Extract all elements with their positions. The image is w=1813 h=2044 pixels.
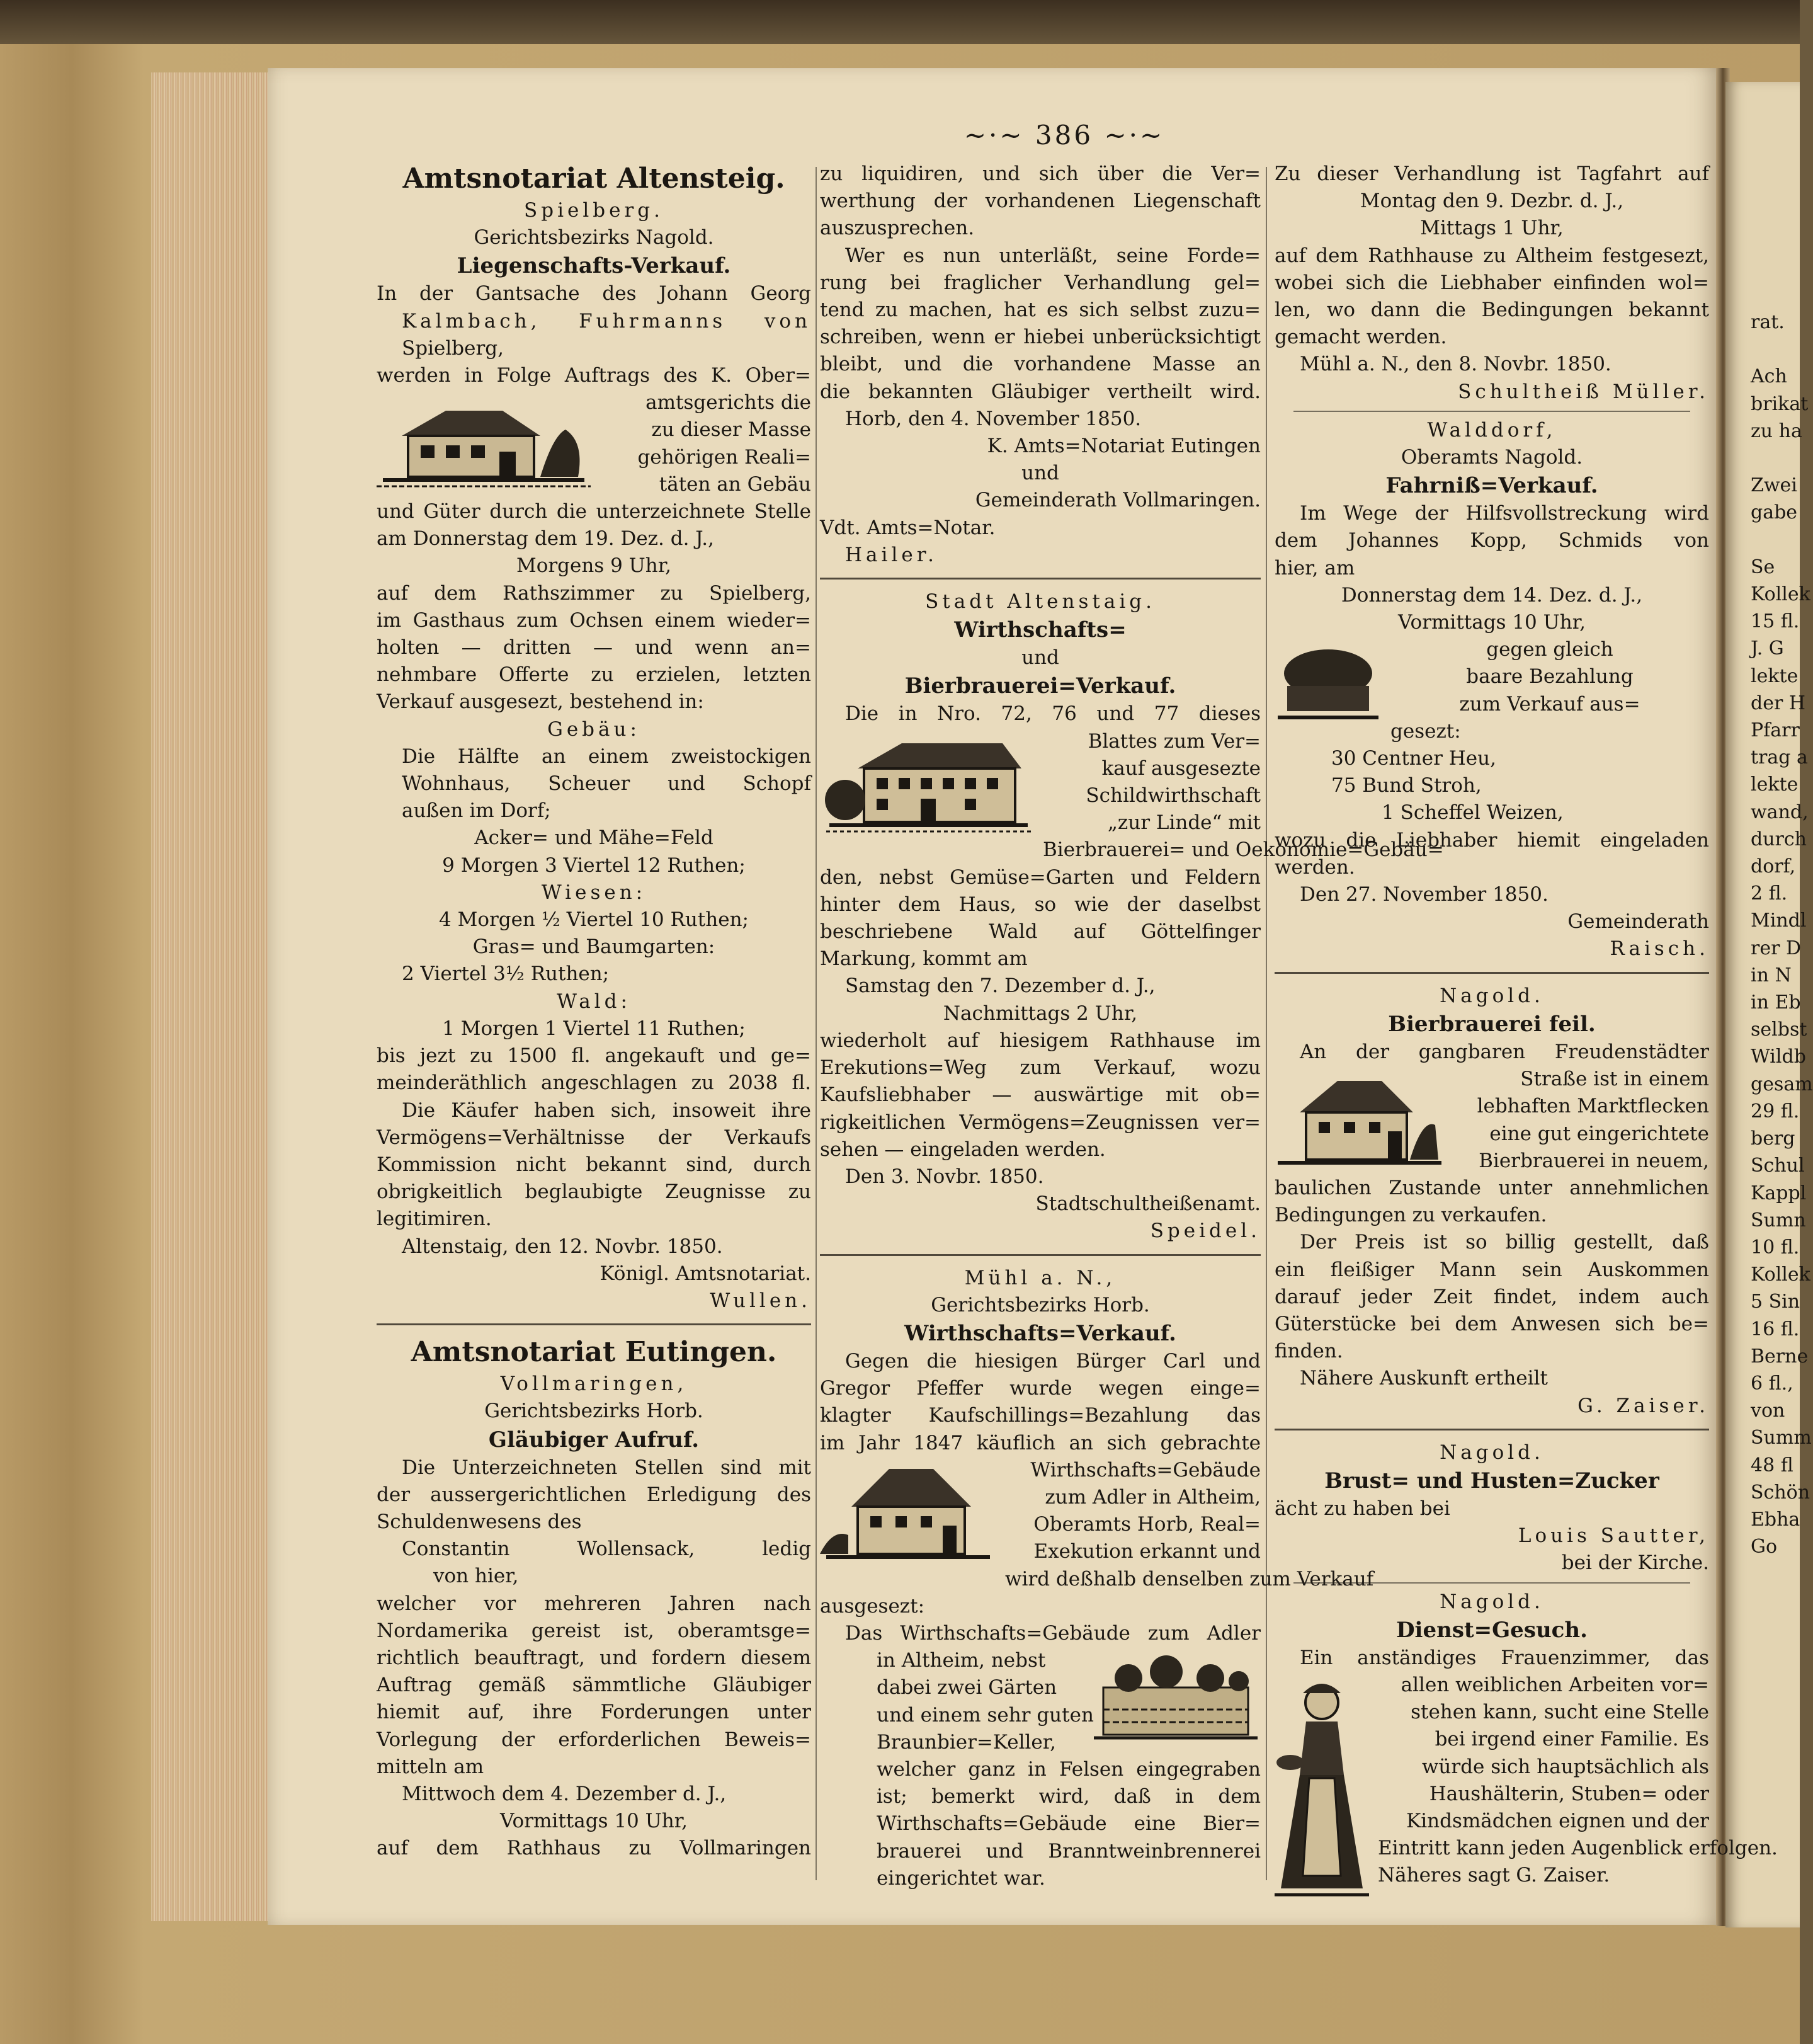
text-line: Spielberg. — [524, 199, 664, 222]
text-line: Acker= und Mähe=Feld — [474, 826, 713, 850]
page-number — [932, 120, 1196, 151]
text-line: Wohnhaus, Scheuer und Schopf — [402, 772, 811, 796]
text-line: und Güter durch die unterzeichnete Stelle — [377, 500, 811, 523]
text-line: Fahrniß=Verkauf. — [1385, 473, 1598, 499]
next-page-fragment: 2 fl. — [1751, 882, 1788, 905]
text-line: Bedingungen zu verkaufen. — [1275, 1204, 1547, 1227]
separator — [377, 1323, 811, 1325]
next-page-fragment: Kappl — [1751, 1182, 1807, 1204]
text-line: Im Wege der Hilfsvollstreckung wird — [1300, 502, 1709, 525]
next-page-fragment: zu ha — [1751, 420, 1802, 442]
text-line: wiederholt auf hiesigem Rathhause im — [820, 1029, 1261, 1052]
text-line: Morgens 9 Uhr, — [516, 554, 672, 578]
tavern-woodcut-icon — [820, 1459, 996, 1567]
text-line: welcher vor mehreren Jahren nach — [377, 1592, 811, 1615]
text-line: Zu dieser Verhandlung ist Tagfahrt auf — [1275, 163, 1709, 185]
text-line: len, wo dann die Bedingungen bekannt — [1275, 299, 1709, 322]
separator — [1293, 1582, 1690, 1584]
next-page-fragment: rer D — [1751, 937, 1802, 959]
text-line: finden. — [1275, 1340, 1343, 1363]
next-page-fragment: lekte — [1751, 774, 1799, 796]
text-line: auf dem Rathhause zu Altheim festgesezt, — [1275, 244, 1709, 267]
maid-woodcut-icon — [1275, 1674, 1369, 1901]
text-line: kauf ausgesezte — [1101, 757, 1261, 780]
text-line: Kindsmädchen eignen und der — [1406, 1809, 1709, 1832]
text-line: An der gangbaren Freudenstädter — [1300, 1040, 1709, 1063]
next-page-fragment: trag a — [1751, 746, 1808, 769]
text-line: Die Käufer haben sich, insoweit ihre — [402, 1099, 811, 1122]
text-line: 1 Scheffel Weizen, — [1382, 801, 1564, 825]
text-line: Vormittags 10 Uhr, — [500, 1810, 688, 1833]
next-page-fragment: 16 fl. — [1751, 1318, 1800, 1340]
next-page-fragment: dorf, — [1751, 855, 1796, 878]
text-line: Kalmbach, Fuhrmanns von — [402, 309, 811, 333]
notice-nagold-bierbrauerei — [1275, 983, 1709, 1420]
brewery-woodcut-icon — [1275, 1068, 1445, 1169]
text-line: und — [1021, 646, 1059, 670]
text-line: hier, am — [1275, 556, 1355, 580]
text-line: Straße ist in einem — [1520, 1068, 1709, 1091]
text-line: Gerichtsbezirks Nagold. — [474, 226, 714, 249]
text-line: meinderäthlich angeschlagen zu 2038 fl. — [377, 1071, 811, 1095]
text-line: Bierbrauerei feil. — [1388, 1011, 1596, 1037]
text-line: Samstag den 7. Dezember d. J., — [845, 974, 1156, 998]
text-line: Wald: — [557, 990, 631, 1013]
text-line: zum Verkauf aus= — [1459, 692, 1640, 716]
text-line: 9 Morgen 3 Viertel 12 Ruthen; — [442, 854, 746, 877]
text-line: Die in Nro. 72, 76 und 77 dieses — [845, 702, 1261, 726]
text-line: von hier, — [433, 1565, 519, 1588]
notice-muehl-continued — [1275, 161, 1709, 406]
text-line: darauf jeder Zeit findet, indem auch — [1275, 1285, 1709, 1308]
next-page-fragment: Ebha — [1751, 1508, 1800, 1531]
page-number-value: 386 — [1035, 120, 1094, 151]
next-page-fragment: J. G — [1751, 637, 1784, 660]
text-line: eine gut eingerichtete — [1489, 1122, 1709, 1145]
text-line: Vormittags 10 Uhr, — [1398, 611, 1586, 634]
text-line: Die Unterzeichneten Stellen sind mit — [402, 1456, 811, 1479]
next-page-fragment: 5 Sin — [1751, 1291, 1800, 1313]
text-line: Altenstaig, den 12. Novbr. 1850. — [402, 1235, 723, 1258]
text-line: Nagold. — [1440, 1441, 1544, 1464]
text-line: „zur Linde“ mit — [1107, 811, 1261, 835]
next-page-fragment: der H — [1751, 692, 1805, 714]
text-line: Gebäu: — [547, 717, 640, 741]
next-page-fragment: Zwei — [1751, 474, 1797, 497]
text-line: rung bei fraglicher Verhandlung gel= — [820, 271, 1261, 294]
next-page-fragment: Ach — [1751, 365, 1787, 388]
text-line: Oberamts Nagold. — [1401, 446, 1583, 469]
column-rule-1 — [816, 167, 817, 1880]
haystack-woodcut-icon — [1275, 639, 1382, 727]
text-line: und einem sehr guten — [877, 1703, 1094, 1727]
text-line: Nähere Auskunft ertheilt — [1300, 1367, 1548, 1390]
next-page-fragment: Se — [1751, 556, 1775, 578]
text-line: Wirthschafts=Gebäude eine Bier= — [877, 1812, 1261, 1836]
next-page-fragment: rat. — [1751, 311, 1785, 333]
text-line: Bierbrauerei= und Oekonomie=Gebäu= — [1043, 838, 1444, 862]
text-line: gemacht werden. — [1275, 326, 1447, 349]
text-line: rigkeitlichen Vermögens=Zeugnissen ver= — [820, 1110, 1261, 1134]
text-line: Verkauf ausgesezt, bestehend in: — [377, 690, 704, 714]
notice-amtsnotariat-altensteig — [377, 161, 811, 1315]
text-line: Den 27. November 1850. — [1300, 883, 1549, 906]
text-line: allen weiblichen Arbeiten vor= — [1401, 1673, 1709, 1696]
next-page-fragment: in Eb — [1751, 991, 1801, 1014]
next-page-fragment: Kollek — [1751, 583, 1810, 606]
text-line: stehen kann, sucht eine Stelle — [1411, 1701, 1709, 1724]
text-line: Nordamerika gereist ist, oberamtsge= — [377, 1619, 811, 1642]
text-line: Das Wirthschafts=Gebäude zum Adler — [845, 1621, 1261, 1645]
text-line: ist; bemerkt wird, daß in dem — [877, 1785, 1261, 1808]
text-line: Wirthschafts= — [954, 617, 1127, 643]
text-line: mitteln am — [377, 1755, 484, 1778]
next-page-fragment: 10 fl. — [1751, 1236, 1800, 1259]
text-line: welcher ganz in Felsen eingegraben — [877, 1757, 1261, 1781]
separator — [820, 1254, 1261, 1256]
page-edges — [151, 72, 269, 1921]
separator — [1275, 1429, 1709, 1430]
text-line: Oberamts Horb, Real= — [1033, 1513, 1261, 1536]
text-line: Horb, den 4. November 1850. — [845, 407, 1142, 430]
column-rule-2 — [1266, 167, 1267, 1880]
text-line: gegen gleich — [1486, 638, 1613, 661]
text-line: Gerichtsbezirks Horb. — [931, 1293, 1150, 1316]
text-line: Schildwirthschaft — [1086, 784, 1261, 808]
text-line: holten — dritten — und wenn an= — [377, 636, 811, 659]
text-line: Näheres sagt G. Zaiser. — [1378, 1864, 1610, 1887]
text-line: bei der Kirche. — [1561, 1551, 1709, 1575]
text-line: Braunbier=Keller, — [877, 1730, 1057, 1754]
text-line: baulichen Zustande unter annehmlichen — [1275, 1176, 1709, 1199]
separator — [820, 578, 1261, 580]
text-line: Kaufsliebhaber — auswärtige mit ob= — [820, 1083, 1261, 1107]
text-line: richtlich beauftragt, und fordern diesem — [377, 1646, 811, 1669]
text-line: nehmbare Offerte zu erzielen, letzten — [377, 663, 811, 687]
text-line: Stadt Altenstaig. — [925, 590, 1156, 614]
text-line: zu liquidiren, und sich über die Ver= — [820, 163, 1261, 185]
text-line: zum Adler in Altheim, — [1045, 1485, 1261, 1509]
next-page-fragment: gesam — [1751, 1073, 1813, 1095]
text-line: Gras= und Baumgarten: — [472, 935, 715, 959]
text-line: Wirthschafts=Gebäude — [1030, 1458, 1261, 1482]
text-line: Mühl a. N., — [964, 1266, 1117, 1289]
text-line: Gerichtsbezirks Horb. — [484, 1400, 703, 1423]
text-line: Brust= und Husten=Zucker — [1324, 1468, 1659, 1493]
text-line: Mittwoch dem 4. Dezember d. J., — [402, 1782, 727, 1805]
next-page-fragment: berg — [1751, 1128, 1795, 1150]
text-line: außen im Dorf; — [402, 799, 551, 823]
text-line: Bierbrauerei in neuem, — [1479, 1149, 1709, 1172]
next-page-fragment: Kollek — [1751, 1264, 1810, 1286]
text-line: im Gasthaus zum Ochsen einem wieder= — [377, 608, 811, 632]
text-line: Donnerstag dem 14. Dez. d. J., — [1341, 583, 1643, 607]
text-line: ein fleißiger Mann sein Auskommen — [1275, 1258, 1709, 1281]
text-line: Gregor Pfeffer wurde wegen einge= — [820, 1377, 1261, 1400]
text-line: Ein anständiges Frauenzimmer, das — [1300, 1646, 1709, 1669]
ornament-left: ~·~ — [963, 120, 1025, 151]
notice-nagold-dienst — [1275, 1589, 1778, 1902]
next-page-fragment — [1751, 336, 1800, 363]
text-line: Constantin Wollensack, ledig — [402, 1538, 811, 1561]
text-line: bis jezt zu 1500 fl. angekauft und ge= — [377, 1044, 811, 1068]
text-line: wird deßhalb denselben zum Verkauf — [1005, 1567, 1374, 1590]
text-line: Blattes zum Ver= — [1088, 729, 1261, 753]
notice-walddorf — [1275, 417, 1709, 963]
next-page-fragment: Pfarr — [1751, 719, 1800, 742]
next-page-fragment: 15 fl. — [1751, 610, 1800, 633]
text-line: Mühl a. N., den 8. Novbr. 1850. — [1300, 353, 1611, 376]
text-line: Wiesen: — [541, 881, 647, 904]
separator — [1275, 972, 1709, 974]
text-line: tend zu machen, hat es sich selbst zuzu= — [820, 299, 1261, 322]
text-line: Amtsnotariat Altensteig. — [402, 163, 785, 195]
notice-eutingen-continued — [820, 161, 1261, 569]
text-line: Kommission nicht bekannt sind, durch — [377, 1153, 811, 1176]
text-line: Gemeinderath — [1567, 910, 1709, 934]
text-line: werthung der vorhandenen Liegenschaft — [820, 190, 1261, 213]
text-line: Den 3. Novbr. 1850. — [845, 1165, 1044, 1188]
text-line: Markung, kommt am — [820, 947, 1028, 971]
text-line: Eintritt kann jeden Augenblick erfolgen. — [1378, 1837, 1778, 1860]
text-line: Vdt. Amts=Notar. — [820, 516, 996, 539]
text-line: Königl. Amtsnotariat. — [600, 1262, 811, 1285]
text-line: am Donnerstag dem 19. Dez. d. J., — [377, 527, 715, 551]
next-page-text — [1725, 309, 1813, 1560]
next-page-fragment: gabe — [1751, 501, 1798, 524]
next-page-fragment: Schul — [1751, 1155, 1805, 1177]
next-page-fragment: Schön — [1751, 1481, 1810, 1504]
text-line: G. Zaiser. — [1577, 1394, 1709, 1417]
text-line: werden in Folge Auftrags des K. Ober= — [377, 364, 811, 387]
next-page-fragment: Go — [1751, 1536, 1778, 1558]
next-page-fragment: 48 fl — [1751, 1454, 1793, 1476]
next-page-fragment: von — [1751, 1400, 1785, 1422]
text-line: im Jahr 1847 käuflich an sich gebrachte — [820, 1431, 1261, 1454]
next-page-fragment: wand, — [1751, 801, 1809, 823]
text-line: Wullen. — [710, 1289, 811, 1312]
text-line: auszusprechen. — [820, 217, 975, 240]
text-line: Spielberg, — [402, 336, 504, 360]
text-line: würde sich hauptsächlich als — [1421, 1755, 1709, 1778]
notice-amtsnotariat-eutingen — [377, 1334, 811, 1862]
next-page-fragment: Sumn — [1751, 1209, 1806, 1231]
text-line: Nagold. — [1440, 1590, 1544, 1613]
text-line: bei irgend einer Familie. Es — [1435, 1728, 1709, 1751]
text-line: ächt zu haben bei — [1275, 1497, 1450, 1520]
text-line: dem Johannes Kopp, Schmids von — [1275, 529, 1709, 552]
text-line: täten an Gebäu — [659, 472, 811, 496]
notice-nagold-zucker — [1275, 1439, 1709, 1577]
next-page-edge — [1725, 82, 1813, 1927]
text-line: sehen — eingeladen werden. — [820, 1138, 1106, 1161]
next-page-fragment: lekte — [1751, 665, 1799, 687]
text-line: hinter dem Haus, so wie der daselbst — [820, 893, 1261, 916]
text-line: eingerichtet war. — [877, 1866, 1045, 1890]
next-page-fragment: durch — [1751, 828, 1807, 850]
text-line: amtsgerichts die — [645, 391, 811, 414]
text-line: 2 Viertel 3½ Ruthen; — [402, 962, 610, 986]
text-line: Gegen die hiesigen Bürger Carl und — [845, 1349, 1261, 1373]
text-line: In der Gantsache des Johann Georg — [377, 282, 811, 305]
next-page-fragment: 6 fl., — [1751, 1372, 1793, 1395]
text-line: in Altheim, nebst — [877, 1649, 1046, 1672]
text-line: Mittags 1 Uhr, — [1420, 217, 1564, 240]
text-line: Montag den 9. Dezbr. d. J., — [1360, 190, 1624, 213]
text-line: Louis Sautter, — [1518, 1524, 1709, 1548]
text-line: legitimiren. — [377, 1208, 492, 1231]
text-line: Exekution erkannt und — [1033, 1540, 1261, 1563]
next-page-fragment: 29 fl. — [1751, 1100, 1800, 1122]
text-line: Schultheiß Müller. — [1458, 380, 1709, 403]
text-line: 4 Morgen ½ Viertel 10 Ruthen; — [439, 908, 749, 932]
text-line: Der Preis ist so billig gestellt, daß — [1300, 1231, 1709, 1254]
text-line: obrigkeitlich beglaubigte Zeugnisse zu — [377, 1180, 811, 1204]
next-page-fragment: Wildb — [1751, 1046, 1806, 1068]
text-line: Nagold. — [1440, 984, 1544, 1007]
next-page-fragment: in N — [1751, 964, 1792, 986]
text-line: dabei zwei Gärten — [877, 1676, 1057, 1699]
text-line: gehörigen Reali= — [637, 445, 811, 469]
text-line: zu dieser Masse — [651, 418, 811, 442]
text-line: Bierbrauerei=Verkauf. — [904, 673, 1176, 699]
text-line: 75 Bund Stroh, — [1331, 774, 1482, 797]
text-line: Hailer. — [845, 543, 938, 566]
text-line: Amtsnotariat Eutingen. — [411, 1336, 777, 1369]
text-line: Erekutions=Weg zum Verkauf, wozu — [820, 1056, 1261, 1080]
inn-woodcut-icon — [820, 731, 1034, 838]
column-1 — [377, 161, 811, 1863]
text-line: Vorlegung der erforderlichen Beweis= — [377, 1728, 811, 1751]
next-page-fragment: Berne — [1751, 1345, 1809, 1367]
text-line: 30 Centner Heu, — [1331, 747, 1496, 770]
text-line: auf dem Rathszimmer zu Spielberg, — [377, 581, 811, 605]
text-line: werden. — [1275, 855, 1355, 879]
text-line: Walddorf, — [1427, 418, 1557, 442]
text-line: gesezt: — [1390, 719, 1461, 743]
text-line: brauerei und Branntweinbrennerei — [877, 1839, 1261, 1863]
text-line: K. Amts=Notariat Eutingen — [987, 435, 1261, 458]
text-line: die bekannten Gläubiger vertheilt wird. — [820, 380, 1261, 403]
text-line: Gemeinderath Vollmaringen. — [975, 489, 1261, 512]
text-line: auf dem Rathhaus zu Vollmaringen — [377, 1837, 811, 1860]
text-line: Schuldenwesens des — [377, 1510, 582, 1533]
text-line: ausgesezt: — [820, 1594, 925, 1618]
text-line: Die Hälfte an einem zweistockigen — [402, 745, 811, 768]
text-line: wobei sich die Liebhaber einfinden wol= — [1275, 271, 1709, 294]
text-line: lebhaften Marktflecken — [1477, 1095, 1709, 1118]
text-line: klagter Kaufschillings=Bezahlung das — [820, 1404, 1261, 1427]
text-line: hiemit auf, ihre Forderungen unter — [377, 1701, 811, 1724]
text-line: und — [1021, 462, 1059, 485]
text-line: Güterstücke bei dem Anwesen sich be= — [1275, 1312, 1709, 1335]
text-line: Auftrag gemäß sämmtliche Gläubiger — [377, 1674, 811, 1697]
text-line: Vollmaringen, — [500, 1373, 688, 1396]
text-line: 1 Morgen 1 Viertel 11 Ruthen; — [442, 1017, 746, 1040]
text-line: beschriebene Wald auf Göttelfinger — [820, 920, 1261, 944]
next-page-fragment — [1751, 527, 1800, 554]
text-line: Dienst=Gesuch. — [1396, 1617, 1588, 1643]
text-line: Wer es nun unterläßt, seine Forde= — [845, 244, 1261, 267]
text-line: schreiben, wenn er hiebei unberücksichtigt — [820, 326, 1261, 349]
text-line: Stadtschultheißenamt. — [1035, 1192, 1261, 1216]
ornament-right: ~·~ — [1104, 120, 1165, 151]
text-line: Liegenschafts-Verkauf. — [457, 253, 731, 279]
next-page-fragment — [1751, 445, 1800, 472]
text-line: wozu die Liebhaber hiemit eingeladen — [1275, 828, 1709, 852]
next-page-fragment: brikat — [1751, 392, 1809, 415]
garden-woodcut-icon — [1091, 1650, 1261, 1744]
text-line: baare Bezahlung — [1466, 665, 1634, 688]
text-line: Gläubiger Aufruf. — [488, 1427, 700, 1453]
text-line: Wirthschafts=Verkauf. — [904, 1320, 1176, 1346]
text-line: Haushälterin, Stuben= oder — [1429, 1782, 1709, 1805]
next-page-fragment: Mindl — [1751, 910, 1807, 932]
separator — [1293, 411, 1690, 412]
book-cover-top — [0, 0, 1800, 50]
text-line: bleibt, und die vorhandene Masse an — [820, 353, 1261, 376]
next-page-fragment: Summ — [1751, 1427, 1812, 1449]
house-woodcut-icon — [377, 392, 591, 493]
text-line: Raisch. — [1610, 937, 1709, 961]
text-line: Speidel. — [1150, 1219, 1261, 1243]
text-line: Nachmittags 2 Uhr, — [943, 1002, 1138, 1025]
text-line: der aussergerichtlichen Erledigung des — [377, 1483, 811, 1506]
next-page-fragment: selbst — [1751, 1019, 1807, 1041]
text-line: Vermögens=Verhältnisse der Verkaufs — [377, 1126, 811, 1149]
text-line: den, nebst Gemüse=Garten und Feldern — [820, 865, 1261, 889]
